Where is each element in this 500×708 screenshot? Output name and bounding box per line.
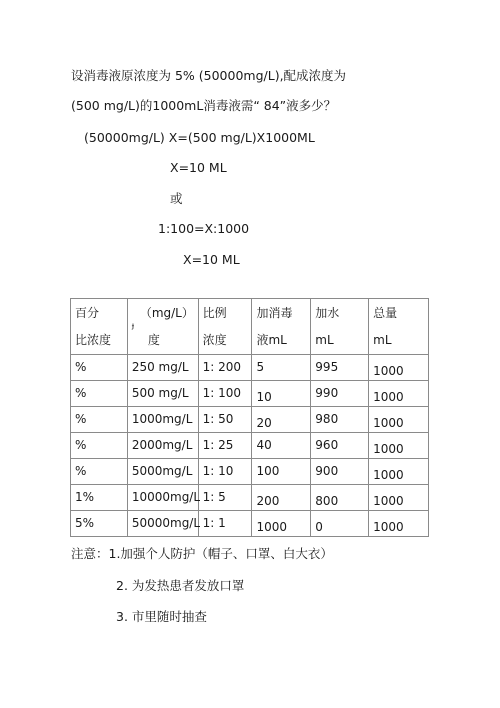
table-cell: 20 xyxy=(252,407,311,433)
header-label: 总量 xyxy=(373,306,398,320)
table-row xyxy=(71,511,429,537)
table-row xyxy=(71,433,429,459)
header-label: 浓度 xyxy=(202,333,227,347)
note-2: 2. 为发热患者发放口罩 xyxy=(116,578,245,593)
table-cell: 1000 xyxy=(369,485,429,511)
table-cell: 1000mg/L xyxy=(127,407,198,433)
header-label: 比例 xyxy=(202,306,227,320)
or-label: 或 xyxy=(170,191,183,206)
table-cell: 1: 1 xyxy=(198,511,252,537)
table-cell: 0 xyxy=(311,511,369,537)
table-cell: 500 mg/L xyxy=(127,381,198,407)
table-cell: 1000 xyxy=(369,355,429,381)
table-cell: 990 xyxy=(311,381,369,407)
intro-line-1: 设消毒液原浓度为 5% (50000mg/L),配成浓度为 xyxy=(71,68,347,83)
intro-line-2: (500 mg/L)的1000mL消毒液需“ 84”液多少？ xyxy=(71,98,337,113)
header-cell xyxy=(311,299,369,355)
table-cell: 1: 200 xyxy=(198,355,252,381)
table-cell: 1: 100 xyxy=(198,381,252,407)
header-cell xyxy=(127,299,198,355)
header-label: 液mL xyxy=(256,333,287,347)
table-row xyxy=(71,459,429,485)
table-cell: 40 xyxy=(252,433,311,459)
header-label: 度 xyxy=(147,333,160,347)
equation-2: 1:100=X:1000 xyxy=(158,221,250,236)
note-3: 3. 市里随时抽查 xyxy=(116,609,207,624)
table-cell: 100 xyxy=(252,459,311,485)
table-cell: 2000mg/L xyxy=(127,433,198,459)
table-cell: 5% xyxy=(71,511,128,537)
table-cell: 1% xyxy=(71,485,128,511)
header-label: mL xyxy=(373,333,392,347)
table-cell: 900 xyxy=(311,459,369,485)
table-cell: 50000mg/L xyxy=(127,511,198,537)
result-1: X=10 ML xyxy=(170,160,227,175)
table-cell: 250 mg/L xyxy=(127,355,198,381)
header-label: 加水 xyxy=(315,306,340,320)
table-cell: 800 xyxy=(311,485,369,511)
table-cell: % xyxy=(71,407,128,433)
table-cell: 1: 50 xyxy=(198,407,252,433)
table-cell: 1000 xyxy=(369,381,429,407)
table-row xyxy=(71,485,429,511)
table-cell: 10 xyxy=(252,381,311,407)
result-2: X=10 ML xyxy=(183,252,240,267)
note-1: 注意：1.加强个人防护（帽子、口罩、白大衣） xyxy=(71,546,333,561)
table-row xyxy=(71,381,429,407)
table-cell: % xyxy=(71,381,128,407)
table-cell: 1000 xyxy=(252,511,311,537)
table-cell: 10000mg/L xyxy=(127,485,198,511)
table-cell: 1000 xyxy=(369,407,429,433)
table-row xyxy=(71,355,429,381)
header-label: 比浓度 xyxy=(75,333,112,347)
table-cell: 1: 10 xyxy=(198,459,252,485)
table-cell: 200 xyxy=(252,485,311,511)
table-cell: 1000 xyxy=(369,433,429,459)
table-cell: 1: 5 xyxy=(198,485,252,511)
equation-1: (50000mg/L) X=(500 mg/L)X1000ML xyxy=(84,130,315,145)
header-label: （mg/L） xyxy=(139,306,194,320)
table-cell: 960 xyxy=(311,433,369,459)
table-cell: % xyxy=(71,459,128,485)
table-header-row xyxy=(71,299,429,355)
table-cell: % xyxy=(71,355,128,381)
table-row xyxy=(71,407,429,433)
header-cell xyxy=(71,299,128,355)
header-cell xyxy=(369,299,429,355)
table-cell: 5000mg/L xyxy=(127,459,198,485)
header-label: 百分 xyxy=(75,306,100,320)
dilution-table xyxy=(70,298,429,537)
table-cell: 980 xyxy=(311,407,369,433)
table-cell: 5 xyxy=(252,355,311,381)
header-cell xyxy=(252,299,311,355)
table-cell: 1000 xyxy=(369,459,429,485)
table-cell: 995 xyxy=(311,355,369,381)
header-cell xyxy=(198,299,252,355)
header-label: mL xyxy=(315,333,334,347)
header-label: 加消毒 xyxy=(256,306,293,320)
table-cell: 1000 xyxy=(369,511,429,537)
table-cell: % xyxy=(71,433,128,459)
table-cell: 1: 25 xyxy=(198,433,252,459)
header-mark: ɟ xyxy=(131,321,135,330)
